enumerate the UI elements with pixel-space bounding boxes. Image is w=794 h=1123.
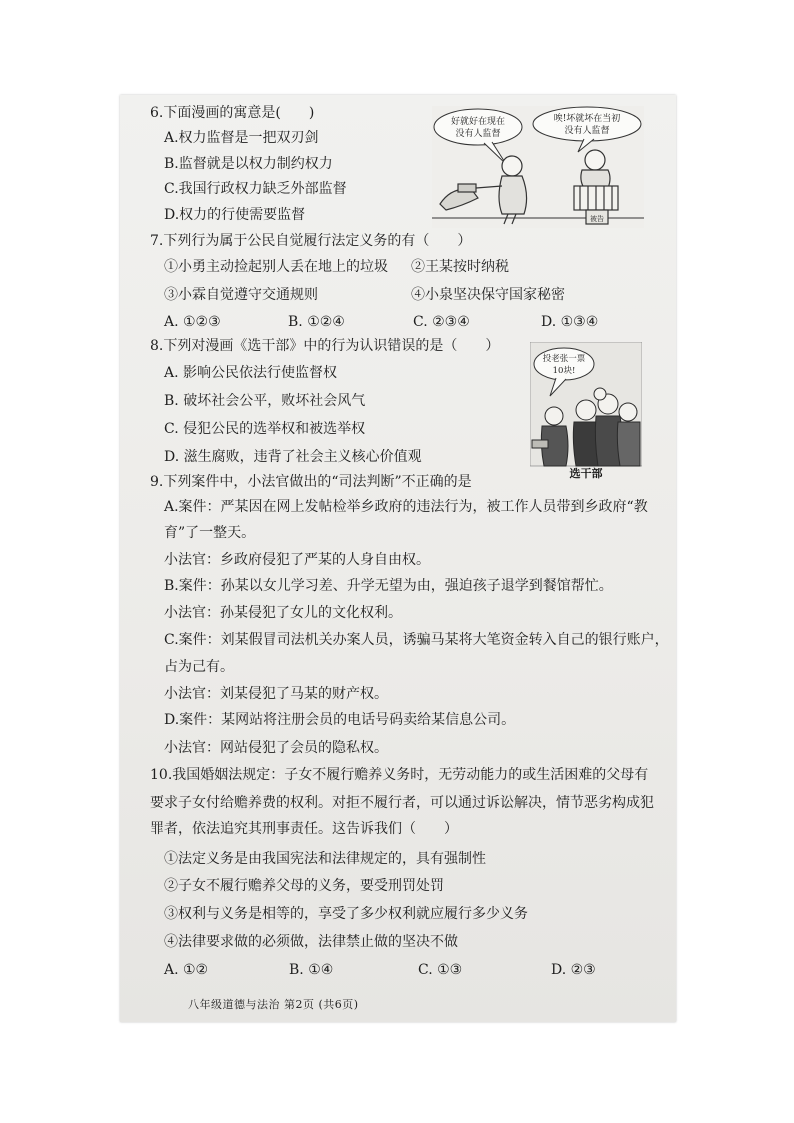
q9-line-2: 育”了一整天。 xyxy=(164,525,256,541)
q8-bubble-line1: 投老张一票 xyxy=(542,354,586,364)
q10-item-4: ④法律要求做的必须做，法律禁止做的坚决不做 xyxy=(164,934,458,950)
q9-line-4: B.案件：孙某以女儿学习差、升学无望为由，强迫孩子退学到餐馆帮忙。 xyxy=(164,578,613,594)
q9-line-6: C.案件：刘某假冒司法机关办案人员，诱骗马某将大笔资金转入自己的银行账户， xyxy=(164,632,669,648)
q10-option-c: C. ①③ xyxy=(418,962,463,978)
q6-option-d: D.权力的行使需要监督 xyxy=(164,207,306,223)
q8-caption: 选干部 xyxy=(569,467,603,480)
q6-bubble-left-line2: 没有人监督 xyxy=(455,129,501,139)
q10-line-3: 罪者，依法追究其刑事责任。这告诉我们（ ） xyxy=(150,821,458,837)
q10-option-a: A. ①② xyxy=(164,962,209,978)
q6-option-c: C.我国行政权力缺乏外部监督 xyxy=(164,181,347,197)
q10-line-1: 10.我国婚姻法规定：子女不履行赡养义务时，无劳动能力的或生活困难的父母有 xyxy=(150,767,649,783)
page-footer: 八年级道德与法治 第2页 (共6页) xyxy=(188,998,359,1011)
q9-line-8: 小法官：刘某侵犯了马某的财产权。 xyxy=(164,686,388,702)
q9-line-5: 小法官：孙某侵犯了女儿的文化权利。 xyxy=(164,605,402,621)
q9-stem: 9.下列案件中，小法官做出的“司法判断”不正确的是 xyxy=(150,474,472,490)
q6-cartoon xyxy=(432,106,644,228)
q7-item-3: ③小霖自觉遵守交通规则 xyxy=(164,287,318,303)
q8-option-a: A. 影响公民依法行使监督权 xyxy=(164,365,338,381)
q8-stem: 8.下列对漫画《选干部》中的行为认识错误的是（ ） xyxy=(150,338,500,354)
q9-line-7: 占为己有。 xyxy=(164,659,234,675)
q10-item-3: ③权利与义务是相等的，享受了多少权利就应履行多少义务 xyxy=(164,906,528,922)
q6-stem: 6.下面漫画的寓意是( ) xyxy=(150,105,315,121)
q7-option-a: A. ①②③ xyxy=(164,314,221,330)
q10-option-b: B. ①④ xyxy=(289,962,334,978)
q7-option-b: B. ①②④ xyxy=(288,314,345,330)
q8-option-d: D. 滋生腐败，违背了社会主义核心价值观 xyxy=(164,449,422,465)
q9-line-10: 小法官：网站侵犯了会员的隐私权。 xyxy=(164,740,388,756)
q10-option-d: D. ②③ xyxy=(551,962,596,978)
q7-item-1: ①小勇主动捡起别人丢在地上的垃圾 xyxy=(164,259,388,275)
q9-line-9: D.案件：某网站将注册会员的电话号码卖给某信息公司。 xyxy=(164,712,516,728)
q7-option-c: C. ②③④ xyxy=(413,314,470,330)
q8-cartoon xyxy=(530,342,642,480)
q7-item-4: ④小泉坚决保守国家秘密 xyxy=(411,287,565,303)
q6-bubble-right-line2: 没有人监督 xyxy=(564,126,610,136)
q7-option-d: D. ①③④ xyxy=(541,314,599,330)
q6-bubble-left-line1: 好就好在现在 xyxy=(450,117,506,127)
q6-sign: 被告 xyxy=(590,215,604,223)
q6-bubble-right-line1: 唉!坏就坏在当初 xyxy=(553,114,621,124)
q10-line-2: 要求子女付给赡养费的权利。对拒不履行者，可以通过诉讼解决，情节恶劣构成犯 xyxy=(150,795,654,811)
q8-bubble-line2: 10块! xyxy=(552,366,576,376)
q8-option-c: C. 侵犯公民的选举权和被选举权 xyxy=(164,421,366,437)
q6-option-b: B.监督就是以权力制约权力 xyxy=(164,156,333,172)
q8-option-b: B. 破坏社会公平，败坏社会风气 xyxy=(164,393,366,409)
q10-item-2: ②子女不履行赡养父母的义务，要受刑罚处罚 xyxy=(164,878,444,894)
q7-stem: 7.下列行为属于公民自觉履行法定义务的有（ ） xyxy=(150,233,472,249)
q7-item-2: ②王某按时纳税 xyxy=(411,259,509,275)
q9-line-3: 小法官：乡政府侵犯了严某的人身自由权。 xyxy=(164,552,430,568)
q10-item-1: ①法定义务是由我国宪法和法律规定的，具有强制性 xyxy=(164,851,486,867)
q9-line-1: A.案件：严某因在网上发帖检举乡政府的违法行为，被工作人员带到乡政府“教 xyxy=(164,499,648,515)
q6-option-a: A.权力监督是一把双刃剑 xyxy=(164,130,319,146)
